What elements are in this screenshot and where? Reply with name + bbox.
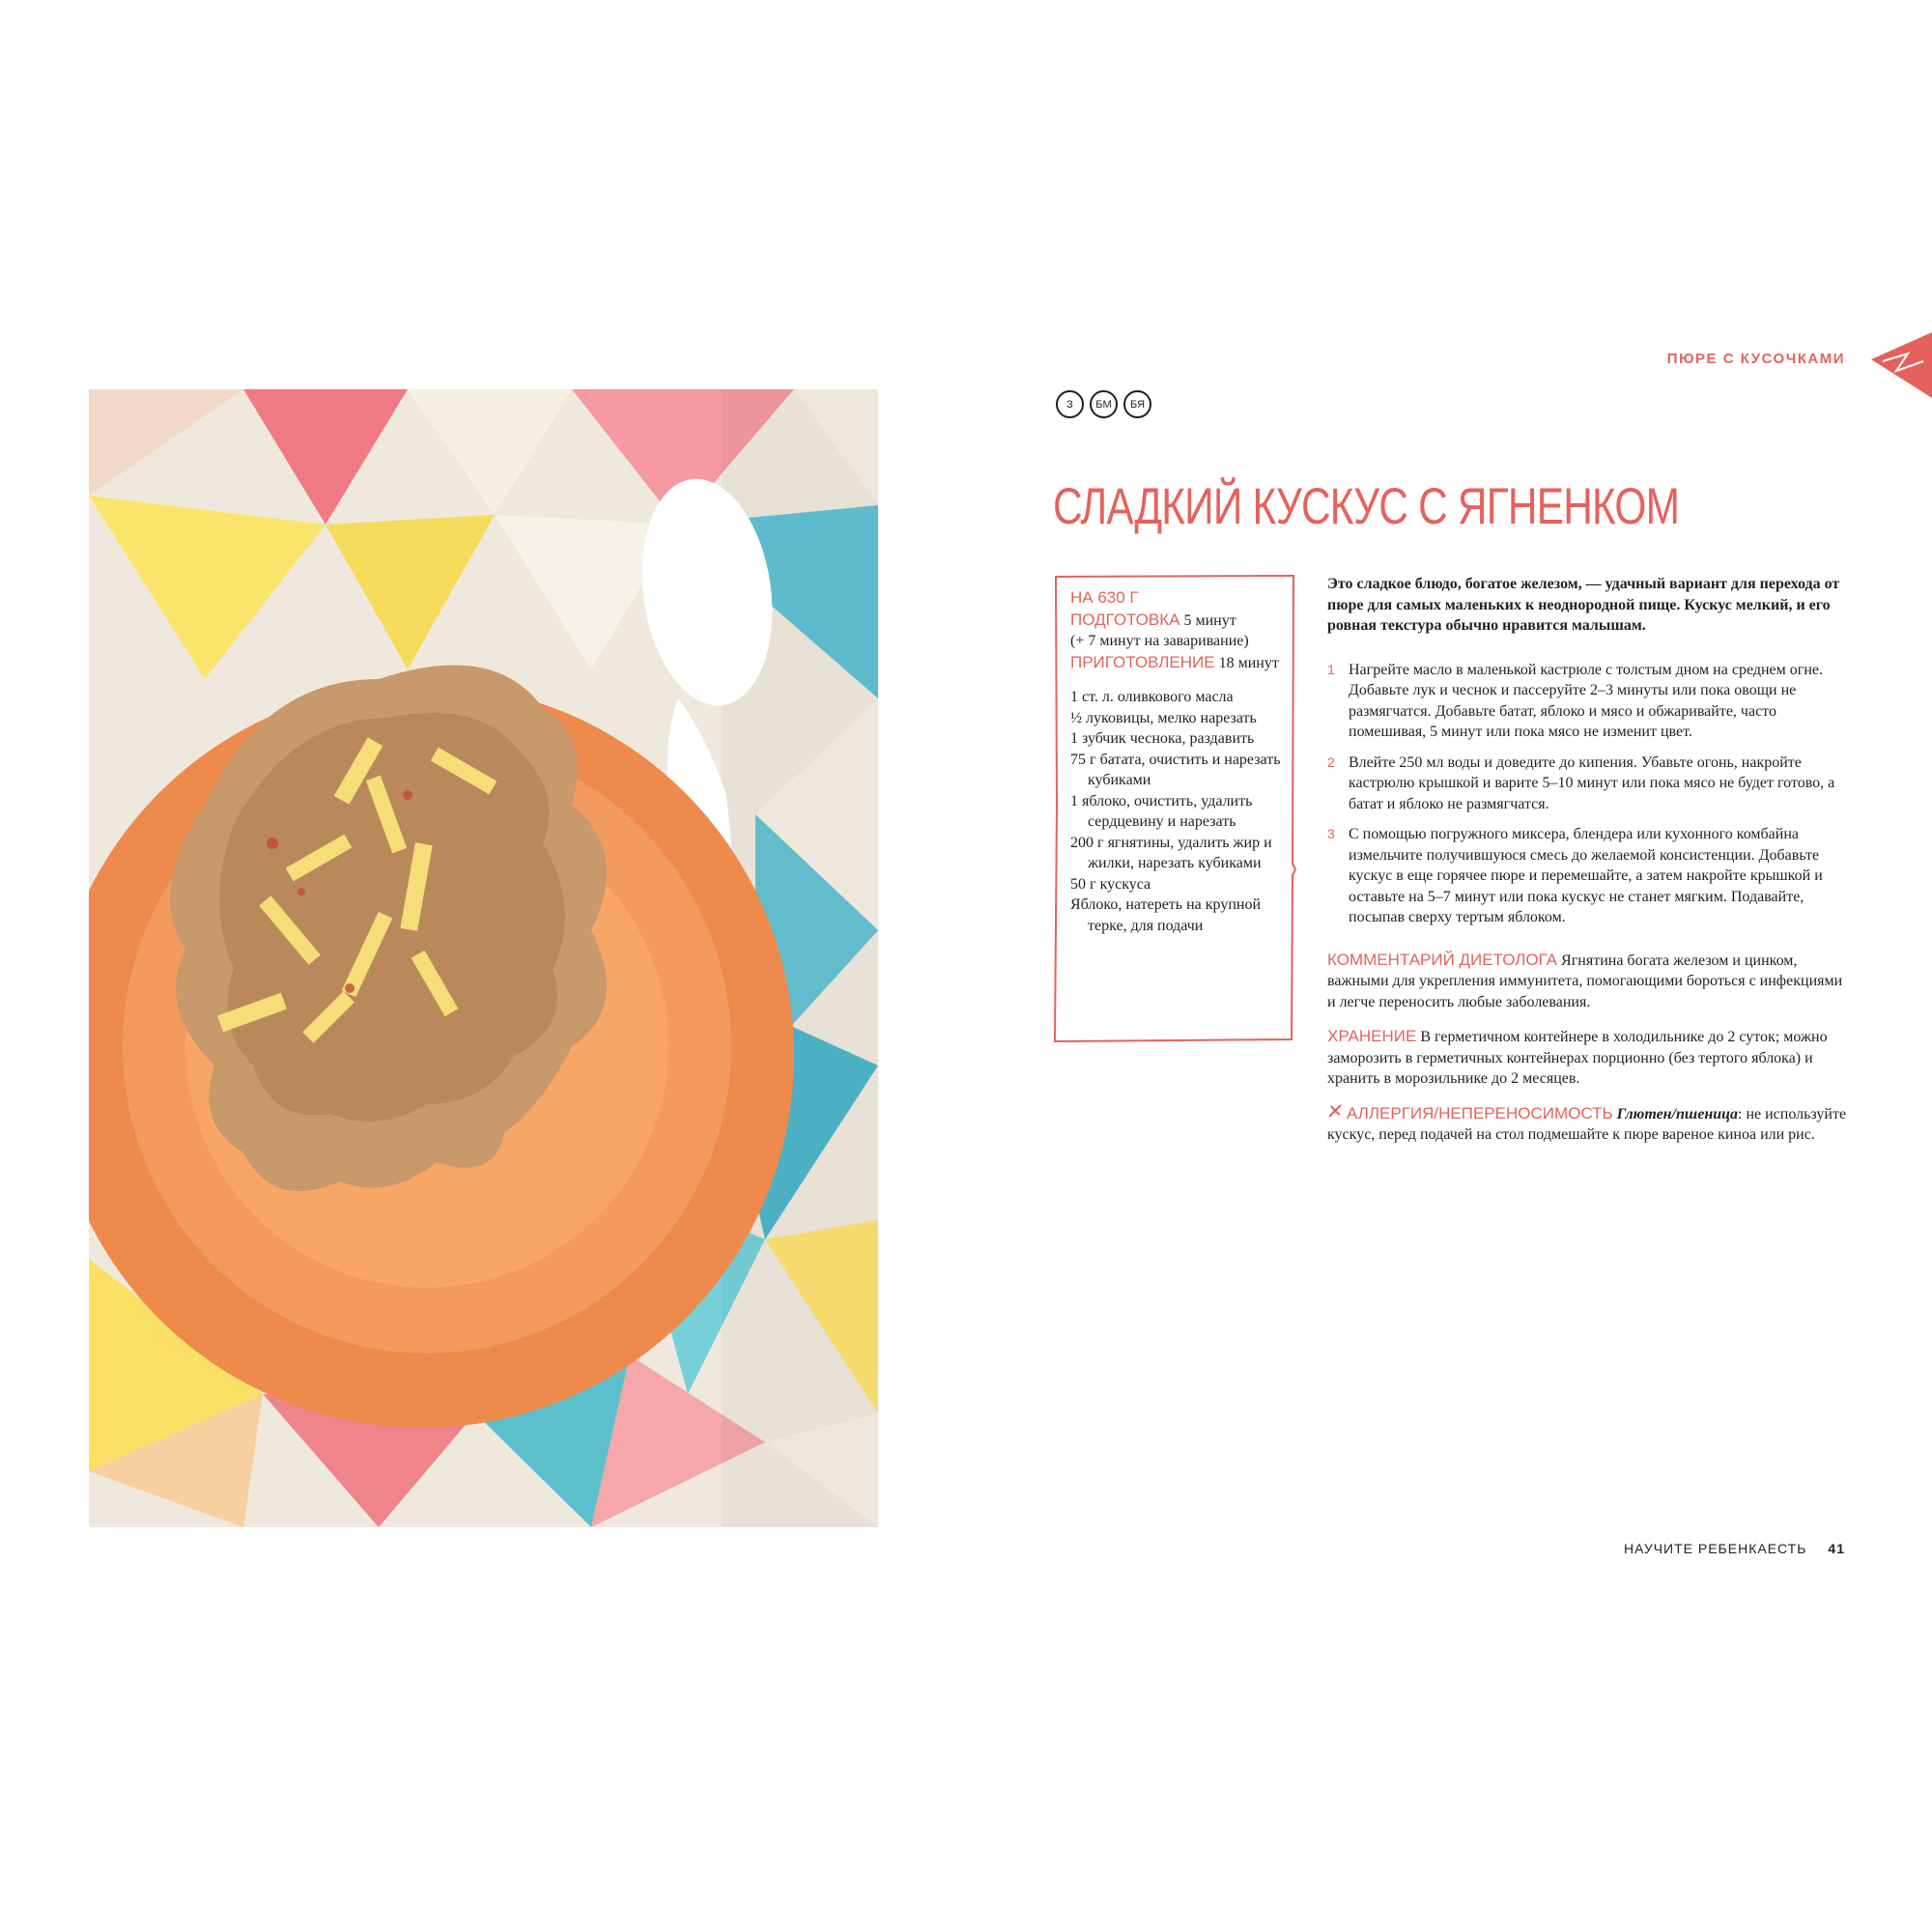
diet-badges xyxy=(1056,390,1151,418)
dish-photo-illustration xyxy=(89,389,878,1527)
ingredient-item: 50 г кускуса xyxy=(1070,875,1151,893)
storage-note xyxy=(1327,1026,1849,1090)
ingredients-box xyxy=(1053,574,1296,1043)
dish-photo xyxy=(89,389,878,1527)
method-step xyxy=(1327,824,1849,928)
allergy-label: АЛЛЕРГИЯ/НЕПЕРЕНОСИМОСТЬ xyxy=(1347,1103,1613,1122)
dietitian-note xyxy=(1327,950,1849,1013)
page-number: 41 xyxy=(1828,1541,1845,1556)
ingredient-item: 1 зубчик чеснока, раздавить xyxy=(1070,730,1255,747)
page-footer xyxy=(1624,1541,1845,1556)
dietitian-label: КОММЕНТАРИЙ ДИЕТОЛОГА xyxy=(1327,950,1558,969)
allergy-icon xyxy=(1327,1106,1343,1122)
recipe-intro: Это сладкое блюдо, богатое железом, — удачный вариант для перехода от пюре для самых маленьких к неоднородной пище. Кускус мелкий, и его ровная текстура обычно нравится малышам. xyxy=(1327,576,1840,634)
ingredient-item: 200 г ягнятины, удалить жир и жилки, нарезать кубиками xyxy=(1070,834,1272,871)
book-title: НАУЧИТЕ РЕБЕНКАЕСТЬ xyxy=(1623,1541,1807,1556)
badge-bm: БМ xyxy=(1090,390,1118,418)
cook-value: 18 минут xyxy=(1218,654,1279,671)
step-text: С помощью погружного миксера, блендера или кухонного комбайна измельчите получившуюся смесь до желаемой консистенции. Добавьте кускус в еще горячее пюре и перемешайте, а затем накройте крышкой и оставьте на 5–7 минут или пока кускус не станет мягким. Подавайте, посыпав сверху тертым яблоком. xyxy=(1349,826,1823,925)
ingredient-item: ½ луковицы, мелко нарезать xyxy=(1070,709,1257,726)
badge-bya: БЯ xyxy=(1123,390,1151,418)
method-step xyxy=(1327,660,1849,743)
recipe-title: СЛАДКИЙ КУСКУС С ЯГНЕНКОМ xyxy=(1053,478,1680,535)
storage-label: ХРАНЕНИЕ xyxy=(1327,1027,1417,1045)
ingredient-item: 1 ст. л. оливкового масла xyxy=(1070,689,1234,705)
prep-time xyxy=(1070,610,1293,632)
yield xyxy=(1070,587,1293,610)
storage-text: В герметичном контейнере в холодильнике до 2 суток; можно заморозить в герметичных контейнерах порционно (без тертого яблока) и хранить в морозильнике до 2 месяцев. xyxy=(1327,1029,1828,1087)
dietitian-text: Ягнятина богата железом и цинком, важными для укрепления иммунитета, помогающими бороться с инфекциями и легче переносить любые заболевания. xyxy=(1327,952,1843,1010)
prep-value: 5 минут xyxy=(1183,611,1236,629)
prep-note: (+ 7 минут на заваривание) xyxy=(1070,633,1249,649)
section-title: ПЮРЕ С КУСОЧКАМИ xyxy=(1666,351,1845,367)
method-step xyxy=(1327,753,1849,815)
ingredient-item: 1 яблоко, очистить, удалить сердцевину и нарезать xyxy=(1070,792,1253,830)
step-text: Нагрейте масло в маленькой кастрюле с толстым дном на среднем огне. Добавьте лук и чеснок и пассеруйте 2–3 минуты или пока овощи не размягчатся. Добавьте батат, яблоко и мясо и обжаривайте, часто помешивая, 5 минут или пока мясо не изменит цвет. xyxy=(1349,661,1823,740)
step-number: 3 xyxy=(1327,826,1335,841)
step-number: 1 xyxy=(1327,661,1335,677)
yield-label: НА 630 Г xyxy=(1070,588,1139,607)
ingredient-item: 75 г батата, очистить и нарезать кубиками xyxy=(1070,751,1281,788)
allergy-term: Глютен/пшеница xyxy=(1616,1105,1738,1122)
cook-time xyxy=(1070,652,1293,674)
prep-label: ПОДГОТОВКА xyxy=(1070,610,1180,629)
step-text: Влейте 250 мл воды и доведите до кипения. Убавьте огонь, накройте кастрюлю крышкой и варите 5–10 минут или пока мясо не будет готово, а батат и яблоко не размягчатся. xyxy=(1349,753,1835,812)
ingredient-item: Яблоко, натереть на крупной терке, для подачи xyxy=(1070,896,1262,934)
method-column xyxy=(1327,574,1849,1146)
allergy-text: : не используйте кускус, перед подачей на стол подмешайте к пюре вареное киноа или рис. xyxy=(1327,1105,1847,1143)
section-corner-mark xyxy=(1869,332,1932,398)
step-number: 2 xyxy=(1327,753,1335,770)
allergy-note xyxy=(1327,1103,1849,1146)
cook-label: ПРИГОТОВЛЕНИЕ xyxy=(1070,652,1215,671)
badge-z: З xyxy=(1056,390,1084,418)
